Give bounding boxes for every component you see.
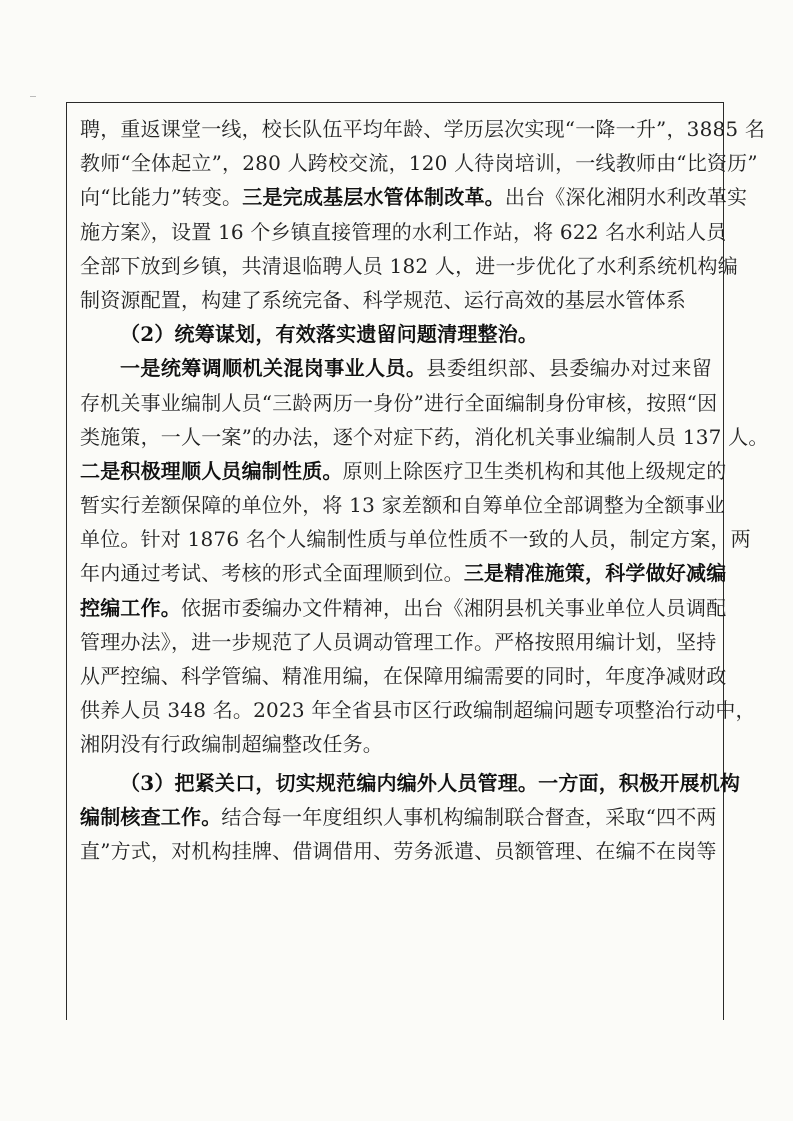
bold-subheading: 编制核查工作。 [80,804,222,829]
bold-subheading: （3）把紧关口，切实规范编内编外人员管理。 [120,770,539,795]
body-line: 直”方式，对机构挂牌、借调借用、劳务派遣、员额管理、在编不在岗等 [80,838,717,863]
body-line: 存机关事业编制人员“三龄两历一身份”进行全面编制身份审核，按照“因 [80,390,718,415]
body-text: 出台《深化湘阴水利改革实 [504,185,748,210]
section-heading-3 [80,766,741,800]
body-line [80,180,748,214]
body-text: 年内通过考试、考核的形式全面理顺到位。 [80,561,464,586]
body-text: 结合每一年度组织人事机构编制联合督查，采取“四不两 [221,804,717,829]
body-line: 类施策，一人一案”的办法，逐个对症下药，消化机关事业编制人员 137 人。 [80,424,769,449]
bold-subheading: 二是积极理顺人员编制性质。 [80,458,343,483]
body-line: 教师“全体起立”，280 人跨校交流，120 人待岗培训，一线教师由“比资历” [80,151,758,176]
body-line [80,454,727,488]
body-line [80,556,727,590]
body-text: 向“比能力”转变。 [80,185,243,210]
body-line: 施方案》，设置 16 个乡镇直接管理的水利工作站，将 622 名水利站人员 [80,219,727,244]
body-text: 依据市委编办文件精神，出台《湘阴县机关事业单位人员调配 [181,595,727,620]
bold-subheading: 控编工作。 [80,595,181,620]
body-line: 单位。针对 1876 名个人编制性质与单位性质不一致的人员，制定方案，两 [80,527,751,552]
body-line [80,800,717,834]
body-text: 县委组织部、县委编办对过来留 [426,356,713,381]
bold-subheading: 一方面，积极开展机构 [538,770,741,795]
body-line: 从严控编、科学管编、精准用编，在保障用编需要的同时，年度净减财政 [80,664,727,688]
body-line: 供养人员 348 名。2023 年全省县市区行政编制超编问题专项整治行动中， [80,698,756,723]
body-line: 聘，重返课堂一线，校长队伍平均年龄、学历层次实现“一降一升”，3885 名 [80,117,766,141]
body-line [80,591,727,625]
body-line: 管理办法》，进一步规范了人员调动管理工作。严格按照用编计划，坚持 [80,629,717,654]
bold-subheading: 一是统筹调顺机关混岗事业人员。 [120,356,427,381]
body-line: 暂实行差额保障的单位外，将 13 家差额和自筹单位全部调整为全额事业 [80,493,725,518]
section-heading-2: （2）统筹谋划，有效落实遗留问题清理整治。 [120,322,539,347]
scan-margin-mark [30,96,36,101]
body-line: 制资源配置，构建了系统完备、科学规范、运行高效的基层水管体系 [80,287,686,312]
body-line: 湘阴没有行政编制超编整改任务。 [80,732,383,757]
bold-subheading: 三是精准施策，科学做好减编 [463,561,727,586]
body-line [80,351,712,385]
bold-subheading: 三是完成基层水管体制改革。 [242,185,505,210]
body-text: 原则上除医疗卫生类机构和其他上级规定的 [342,458,727,483]
document-body [80,112,769,868]
body-line: 全部下放到乡镇，共清退临聘人员 182 人，进一步优化了水利系统机构编 [80,253,738,278]
